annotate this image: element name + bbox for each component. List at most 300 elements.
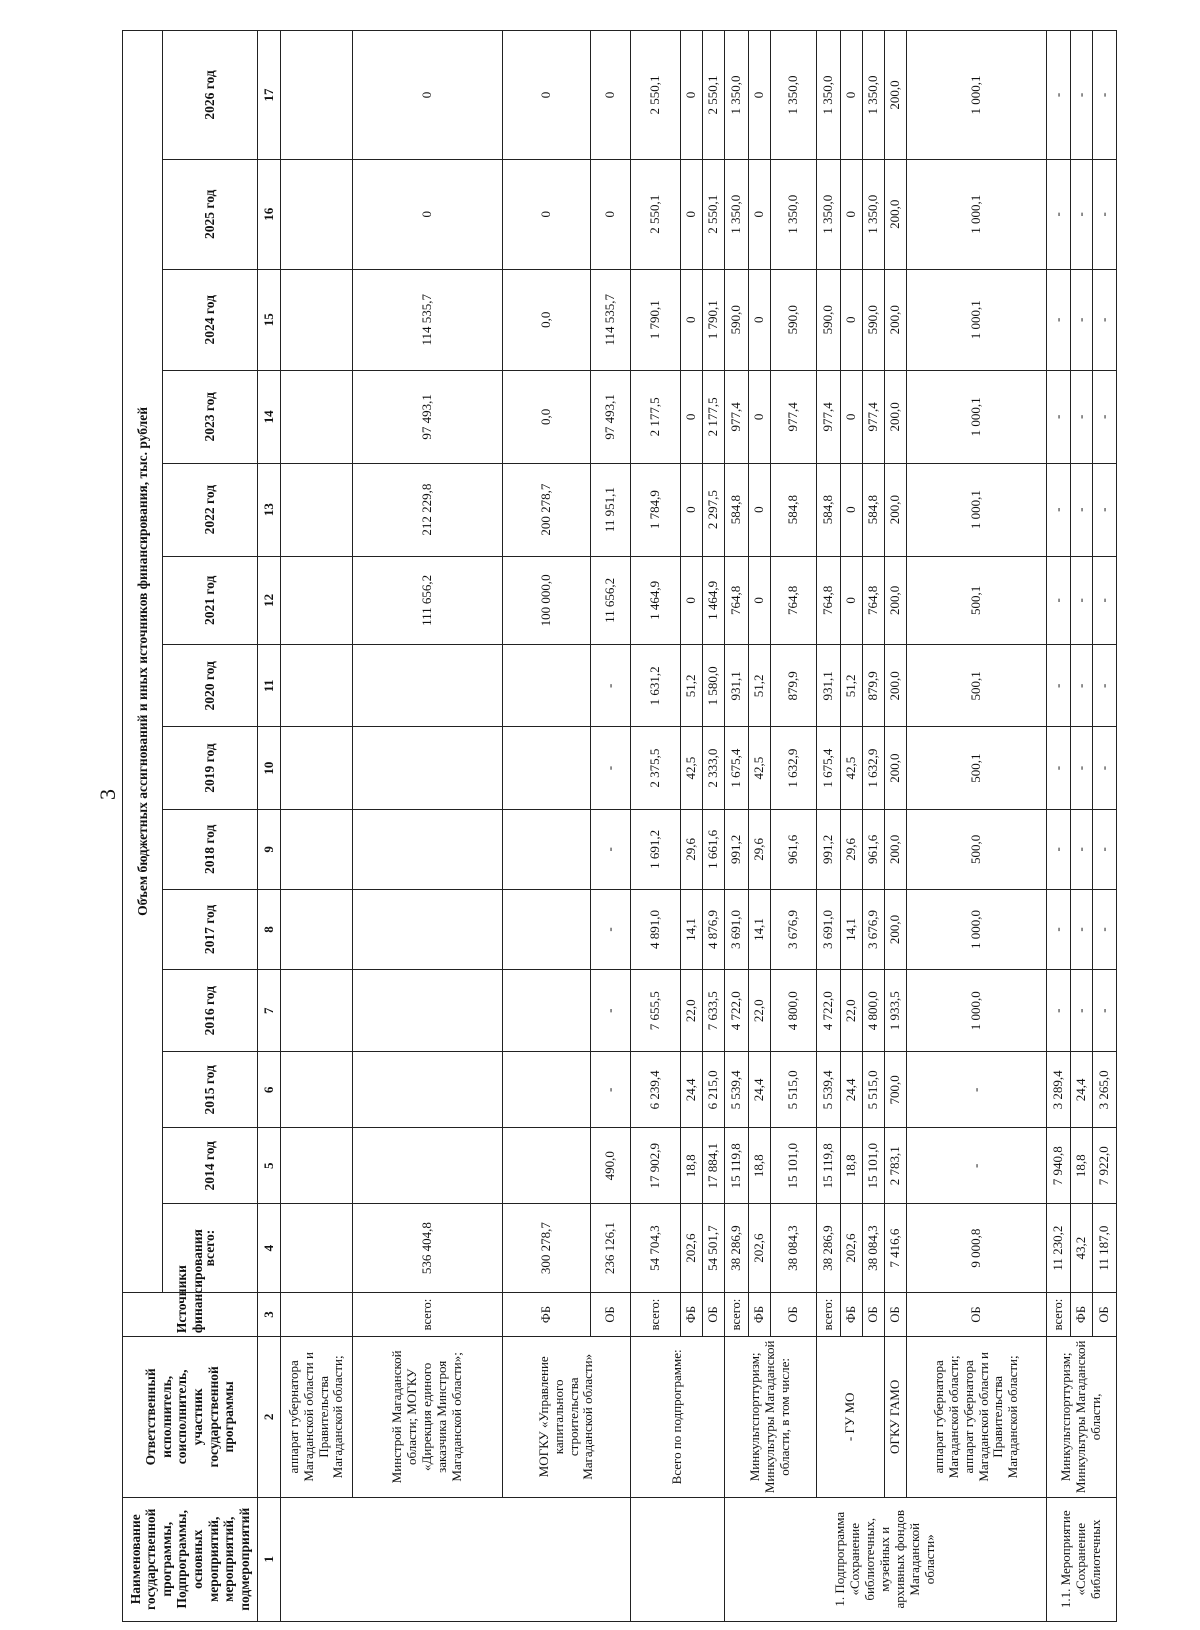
value-cell: 590,0 <box>863 269 885 370</box>
value-cell: 7 922,0 <box>1093 1128 1117 1204</box>
header-total: всего: <box>163 1204 258 1293</box>
value-cell: 42,5 <box>841 727 863 809</box>
value-cell: - <box>1047 269 1071 370</box>
value-cell <box>281 269 353 370</box>
value-cell: 977,4 <box>817 370 841 463</box>
value-cell: 0 <box>353 31 503 160</box>
col-number: 4 <box>258 1204 281 1293</box>
value-cell: 22,0 <box>749 970 771 1052</box>
responsible-cell: Минстрой Магаданской области; МОГКУ «Дирекция единого заказчика Минстроя Магаданской области»; <box>353 1337 503 1497</box>
source-cell: ФБ <box>503 1292 591 1336</box>
value-cell: - <box>1093 556 1117 645</box>
source-cell: всего: <box>1047 1292 1071 1336</box>
value-cell: - <box>591 1052 631 1128</box>
header-responsible: Ответственный исполнитель, соисполнитель, участник государственной программы <box>123 1337 258 1497</box>
value-cell: 0 <box>681 31 703 160</box>
value-cell: 590,0 <box>725 269 749 370</box>
value-cell: 29,6 <box>681 809 703 889</box>
responsible-cell: - ГУ МО <box>817 1337 885 1497</box>
value-cell: 38 084,3 <box>771 1204 817 1293</box>
page-number: 3 <box>95 789 120 800</box>
col-number: 14 <box>258 370 281 463</box>
value-cell: - <box>1071 727 1093 809</box>
value-cell: 1 350,0 <box>817 31 841 160</box>
col-number: 2 <box>258 1337 281 1497</box>
value-cell: 4 891,0 <box>631 889 681 969</box>
value-cell: - <box>1047 159 1071 269</box>
value-cell: 14,1 <box>749 889 771 969</box>
col-number: 17 <box>258 31 281 160</box>
value-cell: - <box>1093 463 1117 556</box>
program-name-cell <box>631 1497 725 1621</box>
value-cell: 2 550,1 <box>703 159 725 269</box>
value-cell: 4 722,0 <box>725 970 749 1052</box>
value-cell: - <box>1071 463 1093 556</box>
value-cell: 200,0 <box>885 645 907 727</box>
value-cell: 51,2 <box>681 645 703 727</box>
value-cell: 54 704,3 <box>631 1204 681 1293</box>
value-cell: 7 655,5 <box>631 970 681 1052</box>
col-number: 13 <box>258 463 281 556</box>
value-cell <box>281 31 353 160</box>
value-cell: 584,8 <box>817 463 841 556</box>
value-cell <box>281 556 353 645</box>
table-row <box>281 31 353 1622</box>
value-cell: - <box>1071 809 1093 889</box>
value-cell <box>503 809 591 889</box>
header-year: 2026 год <box>163 31 258 160</box>
value-cell: 0 <box>681 556 703 645</box>
value-cell <box>281 645 353 727</box>
value-cell: - <box>1047 727 1071 809</box>
program-name-cell: 1.1. Мероприятие «Сохранение библиотечных <box>1047 1497 1117 1621</box>
value-cell: 51,2 <box>841 645 863 727</box>
value-cell <box>353 809 503 889</box>
value-cell: 18,8 <box>749 1128 771 1204</box>
value-cell: 1 691,2 <box>631 809 681 889</box>
header-program-name: Наименование государственной программы, Подпрограммы, основных мероприятий, мероприятий, подмероприятий <box>123 1497 258 1621</box>
value-cell: 1 000,1 <box>907 370 1047 463</box>
value-cell: 5 515,0 <box>771 1052 817 1128</box>
value-cell: 0 <box>841 269 863 370</box>
value-cell: 764,8 <box>817 556 841 645</box>
responsible-cell: аппарат губернатора Магаданской области; аппарат губернатора Магаданской области и Правительства Магаданской области; <box>907 1337 1047 1497</box>
value-cell: 200,0 <box>885 727 907 809</box>
value-cell: 14,1 <box>841 889 863 969</box>
value-cell: 200,0 <box>885 809 907 889</box>
value-cell: 1 790,1 <box>703 269 725 370</box>
col-number: 1 <box>258 1497 281 1621</box>
value-cell: 0 <box>841 31 863 160</box>
value-cell: 38 084,3 <box>863 1204 885 1293</box>
header-year: 2014 год <box>163 1128 258 1204</box>
value-cell: - <box>1047 970 1071 1052</box>
col-number: 6 <box>258 1052 281 1128</box>
value-cell: 490,0 <box>591 1128 631 1204</box>
value-cell: 6 239,4 <box>631 1052 681 1128</box>
source-cell: ФБ <box>681 1292 703 1336</box>
value-cell: 991,2 <box>725 809 749 889</box>
value-cell: 5 539,4 <box>725 1052 749 1128</box>
value-cell: - <box>1093 159 1117 269</box>
table-body <box>258 31 1117 1622</box>
header-year: 2015 год <box>163 1052 258 1128</box>
header-year: 2021 год <box>163 556 258 645</box>
value-cell: 2 550,1 <box>703 31 725 160</box>
value-cell: - <box>1047 463 1071 556</box>
value-cell: 300 278,7 <box>503 1204 591 1293</box>
value-cell: 202,6 <box>749 1204 771 1293</box>
source-cell: ФБ <box>841 1292 863 1336</box>
column-number-row <box>258 31 281 1622</box>
col-number: 15 <box>258 269 281 370</box>
responsible-cell: аппарат губернатора Магаданской области и Правительства Магаданской области; <box>281 1337 353 1497</box>
value-cell: - <box>1071 970 1093 1052</box>
value-cell <box>353 970 503 1052</box>
value-cell: 1 000,1 <box>907 31 1047 160</box>
value-cell <box>503 727 591 809</box>
value-cell: 0 <box>503 31 591 160</box>
value-cell: 11 951,1 <box>591 463 631 556</box>
header-year: 2022 год <box>163 463 258 556</box>
value-cell: 1 350,0 <box>817 159 841 269</box>
value-cell: 1 464,9 <box>703 556 725 645</box>
value-cell: 22,0 <box>841 970 863 1052</box>
source-cell: всего: <box>631 1292 681 1336</box>
value-cell: 1 000,1 <box>907 159 1047 269</box>
value-cell: 11 656,2 <box>591 556 631 645</box>
header-year: 2020 год <box>163 645 258 727</box>
value-cell: 1 790,1 <box>631 269 681 370</box>
value-cell: - <box>1093 645 1117 727</box>
value-cell: 3 676,9 <box>771 889 817 969</box>
value-cell: 1 350,0 <box>771 159 817 269</box>
col-number: 3 <box>258 1292 281 1336</box>
value-cell: 1 350,0 <box>725 159 749 269</box>
value-cell: 1 661,6 <box>703 809 725 889</box>
col-number: 8 <box>258 889 281 969</box>
value-cell: 590,0 <box>771 269 817 370</box>
value-cell: 97 493,1 <box>353 370 503 463</box>
col-number: 10 <box>258 727 281 809</box>
value-cell: 4 800,0 <box>863 970 885 1052</box>
value-cell: 100 000,0 <box>503 556 591 645</box>
value-cell: 764,8 <box>771 556 817 645</box>
value-cell: 7 940,8 <box>1047 1128 1071 1204</box>
table-row <box>907 31 1047 1622</box>
value-cell: 0 <box>841 556 863 645</box>
source-cell: всего: <box>725 1292 749 1336</box>
value-cell: 111 656,2 <box>353 556 503 645</box>
value-cell: - <box>1047 645 1071 727</box>
value-cell: 1 933,5 <box>885 970 907 1052</box>
value-cell: 3 289,4 <box>1047 1052 1071 1128</box>
value-cell: - <box>907 1052 1047 1128</box>
source-cell: ОБ <box>771 1292 817 1336</box>
value-cell: 0 <box>681 370 703 463</box>
program-name-cell <box>281 1497 631 1621</box>
value-cell: 114 535,7 <box>353 269 503 370</box>
value-cell: - <box>1093 269 1117 370</box>
col-number: 5 <box>258 1128 281 1204</box>
value-cell: 0 <box>503 159 591 269</box>
value-cell: 2 177,5 <box>703 370 725 463</box>
value-cell: 24,4 <box>681 1052 703 1128</box>
value-cell <box>353 889 503 969</box>
value-cell: 4 876,9 <box>703 889 725 969</box>
value-cell: - <box>1071 159 1093 269</box>
col-number: 7 <box>258 970 281 1052</box>
value-cell: 22,0 <box>681 970 703 1052</box>
value-cell: 1 000,0 <box>907 970 1047 1052</box>
value-cell: - <box>1093 727 1117 809</box>
value-cell: 584,8 <box>863 463 885 556</box>
col-number: 16 <box>258 159 281 269</box>
value-cell: 991,2 <box>817 809 841 889</box>
value-cell <box>353 1128 503 1204</box>
value-cell: - <box>1047 889 1071 969</box>
value-cell: 590,0 <box>817 269 841 370</box>
value-cell: 500,1 <box>907 556 1047 645</box>
source-cell: всего: <box>353 1292 503 1336</box>
value-cell: 500,0 <box>907 809 1047 889</box>
value-cell <box>281 889 353 969</box>
value-cell: 200,0 <box>885 889 907 969</box>
table-row <box>817 31 841 1622</box>
value-cell: 0 <box>681 269 703 370</box>
value-cell <box>281 970 353 1052</box>
value-cell: 0,0 <box>503 269 591 370</box>
value-cell: 536 404,8 <box>353 1204 503 1293</box>
value-cell: 0 <box>841 370 863 463</box>
value-cell: 200,0 <box>885 159 907 269</box>
rotated-table-container <box>122 30 1168 1622</box>
financing-table <box>122 30 1117 1622</box>
source-cell: ОБ <box>885 1292 907 1336</box>
value-cell <box>353 727 503 809</box>
value-cell <box>503 1052 591 1128</box>
value-cell <box>281 159 353 269</box>
value-cell: 2 297,5 <box>703 463 725 556</box>
source-cell: ОБ <box>1093 1292 1117 1336</box>
value-cell: 6 215,0 <box>703 1052 725 1128</box>
responsible-cell: МОГКУ «Управление капитального строительства Магаданской области» <box>503 1337 631 1497</box>
value-cell: 43,2 <box>1071 1204 1093 1293</box>
value-cell: 14,1 <box>681 889 703 969</box>
value-cell: - <box>1047 31 1071 160</box>
value-cell <box>281 727 353 809</box>
value-cell: 0 <box>749 269 771 370</box>
value-cell: 584,8 <box>725 463 749 556</box>
source-cell: ОБ <box>703 1292 725 1336</box>
table-row <box>885 31 907 1622</box>
value-cell: 2 783,1 <box>885 1128 907 1204</box>
value-cell <box>281 463 353 556</box>
value-cell: 4 722,0 <box>817 970 841 1052</box>
value-cell: - <box>1071 889 1093 969</box>
value-cell: - <box>591 727 631 809</box>
responsible-cell: Минкультспорттуризм; Минкультуры Магаданской области, в том числе: <box>725 1337 817 1497</box>
value-cell: 0 <box>749 31 771 160</box>
value-cell: 7 633,5 <box>703 970 725 1052</box>
value-cell <box>503 1128 591 1204</box>
value-cell: 4 800,0 <box>771 970 817 1052</box>
value-cell: 2 550,1 <box>631 159 681 269</box>
value-cell: 5 515,0 <box>863 1052 885 1128</box>
value-cell: 15 101,0 <box>863 1128 885 1204</box>
value-cell: 7 416,6 <box>885 1204 907 1293</box>
value-cell: 0 <box>681 159 703 269</box>
value-cell: 18,8 <box>1071 1128 1093 1204</box>
value-cell: - <box>1047 556 1071 645</box>
value-cell: 15 101,0 <box>771 1128 817 1204</box>
value-cell: - <box>591 970 631 1052</box>
value-cell: 3 691,0 <box>725 889 749 969</box>
value-cell: 24,4 <box>749 1052 771 1128</box>
value-cell: 1 632,9 <box>863 727 885 809</box>
value-cell <box>281 809 353 889</box>
value-cell: - <box>1047 370 1071 463</box>
value-cell: 3 265,0 <box>1093 1052 1117 1128</box>
value-cell <box>353 1052 503 1128</box>
value-cell: 11 187,0 <box>1093 1204 1117 1293</box>
value-cell: 1 350,0 <box>771 31 817 160</box>
value-cell: 24,4 <box>841 1052 863 1128</box>
value-cell <box>503 645 591 727</box>
header-year: 2018 год <box>163 809 258 889</box>
value-cell: 1 350,0 <box>863 159 885 269</box>
value-cell: 500,1 <box>907 645 1047 727</box>
value-cell: 51,2 <box>749 645 771 727</box>
value-cell: 18,8 <box>841 1128 863 1204</box>
value-cell: - <box>1093 889 1117 969</box>
value-cell: 931,1 <box>725 645 749 727</box>
value-cell: 1 350,0 <box>863 31 885 160</box>
value-cell: - <box>1093 370 1117 463</box>
source-cell: ФБ <box>749 1292 771 1336</box>
value-cell: 1 000,1 <box>907 269 1047 370</box>
value-cell: 18,8 <box>681 1128 703 1204</box>
value-cell: 0 <box>591 31 631 160</box>
value-cell: 202,6 <box>841 1204 863 1293</box>
value-cell: 879,9 <box>863 645 885 727</box>
value-cell: 2 333,0 <box>703 727 725 809</box>
value-cell: - <box>1071 556 1093 645</box>
value-cell: 236 126,1 <box>591 1204 631 1293</box>
value-cell: 1 632,9 <box>771 727 817 809</box>
value-cell: 0 <box>841 159 863 269</box>
value-cell: 0 <box>841 463 863 556</box>
value-cell: 1 000,0 <box>907 889 1047 969</box>
value-cell: 54 501,7 <box>703 1204 725 1293</box>
value-cell: 2 550,1 <box>631 31 681 160</box>
source-cell: ФБ <box>1071 1292 1093 1336</box>
value-cell: 97 493,1 <box>591 370 631 463</box>
program-name-cell: 1. Подпрограмма «Сохранение библиотечных, музейных и архивных фондов Магаданской области» <box>725 1497 1047 1621</box>
value-cell <box>503 970 591 1052</box>
value-cell <box>503 889 591 969</box>
value-cell: 1 350,0 <box>725 31 749 160</box>
header-volume: Объем бюджетных ассигнований и иных источников финансирования, тыс. рублей <box>123 31 163 1293</box>
value-cell <box>353 645 503 727</box>
value-cell: 0 <box>591 159 631 269</box>
value-cell: 9 000,8 <box>907 1204 1047 1293</box>
value-cell: - <box>1071 269 1093 370</box>
value-cell: - <box>591 809 631 889</box>
value-cell: 42,5 <box>681 727 703 809</box>
value-cell: 700,0 <box>885 1052 907 1128</box>
source-cell: всего: <box>817 1292 841 1336</box>
value-cell: 3 676,9 <box>863 889 885 969</box>
col-number: 12 <box>258 556 281 645</box>
header-sources: Источники финансирования <box>123 1292 258 1336</box>
value-cell: 764,8 <box>863 556 885 645</box>
value-cell: - <box>1071 31 1093 160</box>
table-row <box>631 31 681 1622</box>
value-cell: 200,0 <box>885 31 907 160</box>
responsible-cell: Минкультспорттуризм; Минкультуры Магаданской области, <box>1047 1337 1117 1497</box>
value-cell: 200 278,7 <box>503 463 591 556</box>
value-cell: 114 535,7 <box>591 269 631 370</box>
value-cell: 961,6 <box>771 809 817 889</box>
value-cell: 1 464,9 <box>631 556 681 645</box>
value-cell: 961,6 <box>863 809 885 889</box>
value-cell: 1 784,9 <box>631 463 681 556</box>
value-cell: 200,0 <box>885 463 907 556</box>
value-cell: 1 000,1 <box>907 463 1047 556</box>
value-cell: 0 <box>353 159 503 269</box>
value-cell: 24,4 <box>1071 1052 1093 1128</box>
value-cell: - <box>1047 809 1071 889</box>
source-cell <box>281 1292 353 1336</box>
value-cell: 29,6 <box>749 809 771 889</box>
table-row <box>1047 31 1071 1622</box>
value-cell: - <box>591 889 631 969</box>
value-cell: - <box>591 645 631 727</box>
value-cell: 1 580,0 <box>703 645 725 727</box>
value-cell: 977,4 <box>771 370 817 463</box>
value-cell: - <box>1093 31 1117 160</box>
value-cell <box>281 370 353 463</box>
header-year: 2019 год <box>163 727 258 809</box>
value-cell: 0 <box>681 463 703 556</box>
value-cell: - <box>1093 809 1117 889</box>
value-cell: 0 <box>749 159 771 269</box>
value-cell: 0 <box>749 463 771 556</box>
value-cell: 879,9 <box>771 645 817 727</box>
value-cell: 17 902,9 <box>631 1128 681 1204</box>
value-cell: 764,8 <box>725 556 749 645</box>
header-year: 2024 год <box>163 269 258 370</box>
table-row <box>353 31 503 1622</box>
value-cell: 11 230,2 <box>1047 1204 1071 1293</box>
value-cell: 584,8 <box>771 463 817 556</box>
value-cell: 1 675,4 <box>725 727 749 809</box>
value-cell: 200,0 <box>885 556 907 645</box>
value-cell: 42,5 <box>749 727 771 809</box>
value-cell: 15 119,8 <box>817 1128 841 1204</box>
value-cell <box>281 1052 353 1128</box>
value-cell: - <box>1071 645 1093 727</box>
value-cell: 1 631,2 <box>631 645 681 727</box>
table-row <box>503 31 591 1622</box>
value-cell <box>281 1204 353 1293</box>
header-year: 2023 год <box>163 370 258 463</box>
value-cell: 1 675,4 <box>817 727 841 809</box>
header-year: 2016 год <box>163 970 258 1052</box>
value-cell: 0 <box>749 370 771 463</box>
value-cell: 15 119,8 <box>725 1128 749 1204</box>
